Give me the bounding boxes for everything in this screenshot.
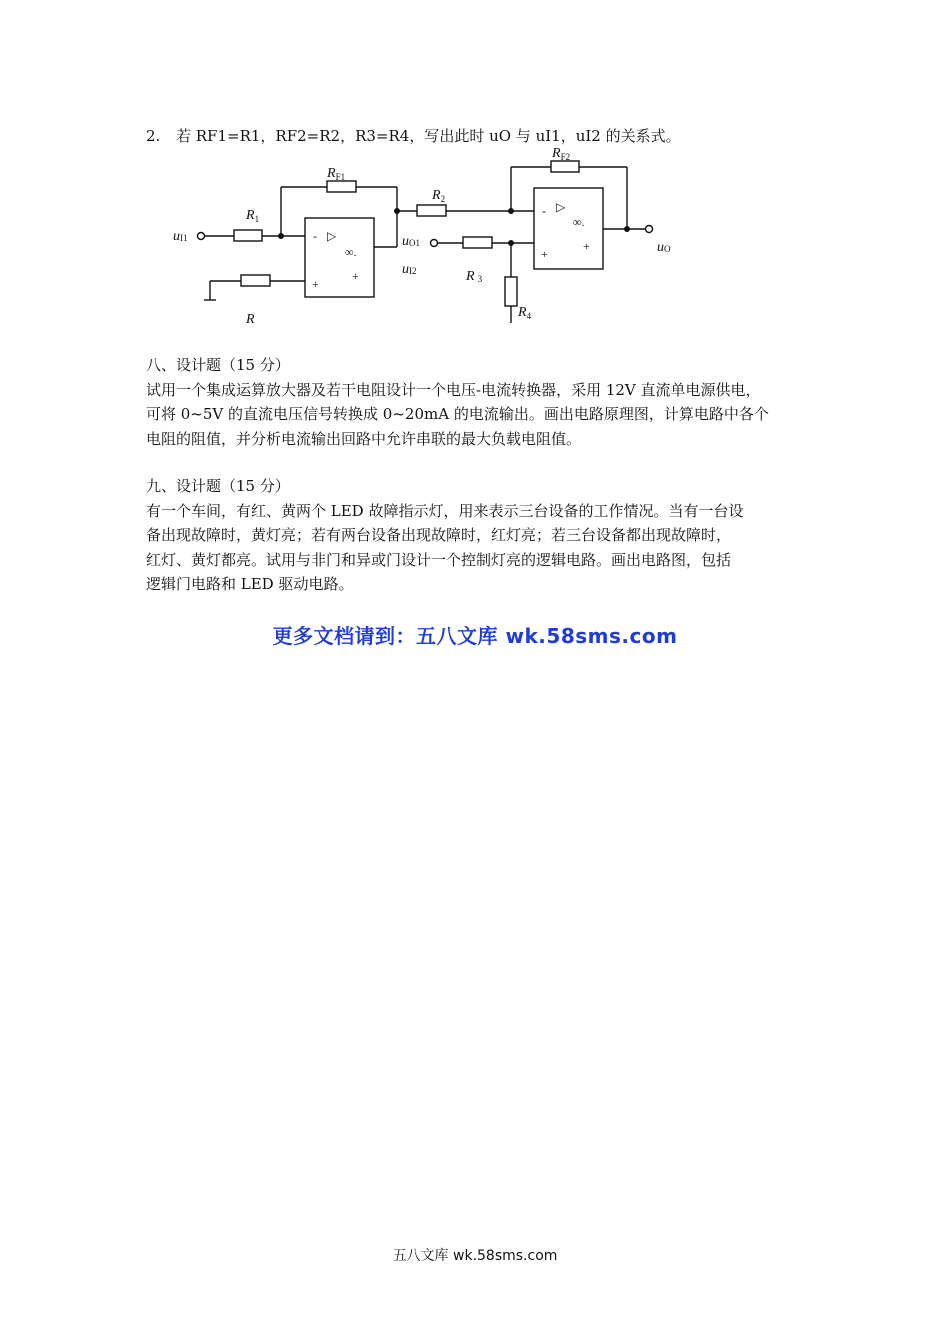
junction-dot	[624, 226, 630, 232]
uo-terminal	[646, 226, 653, 233]
question-number: 2.	[146, 127, 161, 145]
label-r4: $R_4$	[518, 305, 532, 321]
junction-dot	[394, 208, 400, 214]
label-r2: $R_2$	[432, 188, 446, 204]
section-8-line-1: 试用一个集成运算放大器及若干电阻设计一个电压-电流转换器，采用 12V 直流单电源供电，	[146, 380, 761, 399]
uo1-terminal	[431, 240, 438, 247]
label-rf2: $R_{F2}$	[552, 146, 571, 162]
section-8-line-2: 可将 0~5V 的直流电压信号转换成 0~20mA 的电流输出。画出电路原理图，计算电路中各个	[146, 405, 769, 424]
resistor-r2	[417, 205, 446, 216]
opamp-1-infinity: ∞.	[345, 245, 357, 259]
page-footer: 五八文库 wk.58sms.com	[392, 1248, 558, 1264]
junction-dot	[508, 208, 514, 214]
resistor-rf1	[327, 181, 356, 192]
label-r1: $R_1$	[246, 208, 260, 224]
opamp-2-plus-b: +	[541, 247, 548, 261]
circuit-diagram	[0, 0, 950, 340]
resistor-r4	[505, 277, 517, 306]
question-text: 若 RF1=R1，RF2=R2，R3=R4，写出此时 uO 与 uI1，uI2 的关系式。	[176, 127, 681, 145]
section-8	[146, 353, 769, 451]
label-uo1: uO1	[402, 234, 420, 249]
section-9-line-1: 有一个车间，有红、黄两个 LED 故障指示灯，用来表示三台设备的工作情况。当有一台设	[146, 501, 744, 520]
label-r3: R 3	[466, 269, 483, 284]
section-9-line-2: 备出现故障时，黄灯亮；若有两台设备出现故障时，红灯亮；若三台设备都出现故障时，	[146, 526, 732, 545]
opamp-1-minus: -	[313, 229, 317, 243]
opamp-1-plus-b: +	[312, 277, 319, 291]
label-ui2: uI2	[402, 262, 417, 277]
section-8-heading: 八、设计题（15 分）	[146, 356, 290, 374]
label-ui1: uI1	[173, 229, 188, 244]
opamp-2-triangle: ▷	[556, 200, 566, 214]
resistor-rf2	[551, 161, 579, 172]
resistor-r	[241, 275, 270, 286]
opamp-1-triangle: ▷	[327, 229, 337, 243]
junction-dot	[508, 240, 514, 246]
promo-link[interactable]: 更多文档请到：五八文库 wk.58sms.com	[272, 624, 678, 648]
label-uo: uO	[657, 240, 671, 255]
opamp-1-plus-a: +	[352, 269, 359, 283]
resistor-r1	[234, 230, 262, 241]
ui1-terminal	[198, 233, 205, 240]
label-r: R	[246, 312, 255, 327]
section-9-line-4: 逻辑门电路和 LED 驱动电路。	[146, 575, 354, 594]
junction-dot	[278, 233, 284, 239]
resistor-r3	[463, 237, 492, 248]
opamp-2-plus-a: +	[583, 239, 590, 253]
section-9-line-3: 红灯、黄灯都亮。试用与非门和异或门设计一个控制灯亮的逻辑电路。画出电路图，包括	[146, 550, 732, 569]
label-rf1: $R_{F1}$	[327, 166, 346, 182]
opamp-2-minus: -	[542, 204, 546, 218]
section-8-line-3: 电阻的阻值，并分析电流输出回路中允许串联的最大负载电阻值。	[146, 429, 582, 448]
opamp-2-infinity: ∞.	[573, 215, 585, 229]
section-9-heading: 九、设计题（15 分）	[146, 477, 290, 495]
section-9	[146, 474, 743, 597]
